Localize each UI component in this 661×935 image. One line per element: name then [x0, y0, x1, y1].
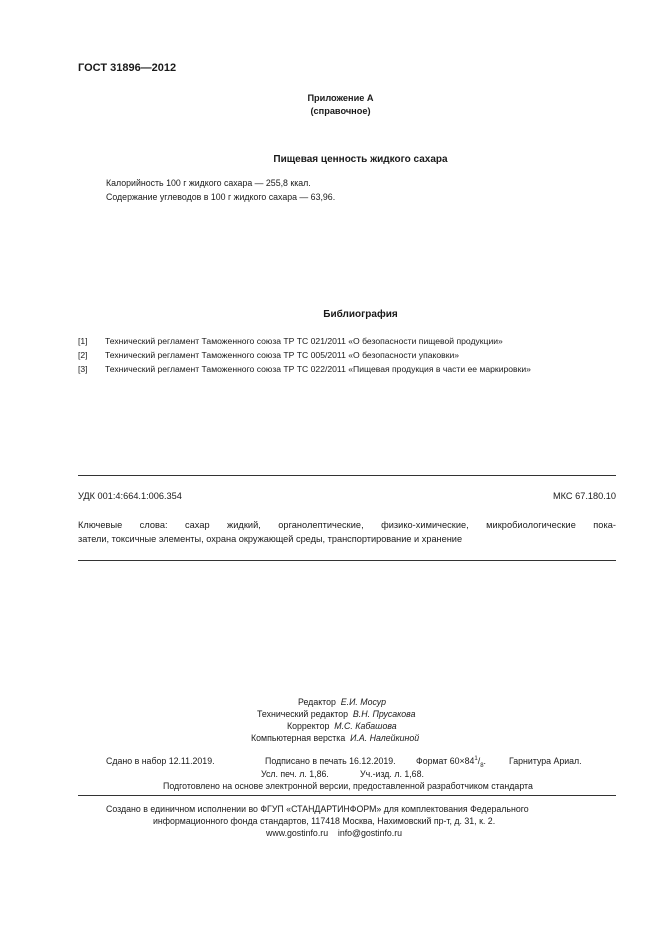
credit-layout-label: Компьютерная верстка	[251, 733, 346, 743]
credit-tech-editor-name: В.Н. Прусакова	[352, 709, 416, 719]
appendix-subtitle: (справочное)	[310, 106, 371, 116]
appendix-title: Приложение А	[307, 93, 374, 103]
keywords-line-1: Ключевые слова: сахар жидкий, органолептические, физико-химические, микробиологические пока-	[78, 520, 616, 530]
credit-tech-editor	[257, 709, 415, 719]
bibliography-item-text: Технический регламент Таможенного союза ТР ТС 005/2011 «О безопасности упаковки»	[105, 350, 460, 360]
print-format-sup: 1	[474, 756, 478, 763]
credit-editor-name: Е.И. Мосур	[340, 697, 387, 707]
nutrition-carbs: Содержание углеводов в 100 г жидкого сахара — 63,96.	[106, 192, 336, 202]
appendix-heading: Пищевая ценность жидкого сахара	[273, 154, 448, 165]
bibliography-item-num: [3]	[78, 364, 88, 374]
udc-code: УДК 001:4:664.1:006.354	[78, 491, 182, 501]
credit-editor-label: Редактор	[298, 697, 336, 707]
bibliography-item	[78, 364, 531, 374]
divider-bottom	[78, 560, 616, 561]
publisher-website[interactable]: www.gostinfo.ru	[266, 828, 329, 838]
keywords-line-2: затели, токсичные элементы, охрана окружающей среды, транспортирование и хранение	[78, 534, 463, 544]
credit-layout-name: И.А. Налейкиной	[350, 733, 420, 743]
mks-code: МКС 67.180.10	[553, 491, 616, 501]
publisher-line-1: Создано в единичном исполнении во ФГУП «СТАНДАРТИНФОРМ» для комплектования Федерального	[106, 804, 529, 814]
credit-corrector-name: М.С. Кабашова	[334, 721, 397, 731]
bibliography-item-text: Технический регламент Таможенного союза ТР ТС 021/2011 «О безопасности пищевой продукции»	[105, 336, 503, 346]
credit-layout	[251, 733, 419, 743]
print-typeset: Сдано в набор 12.11.2019.	[106, 756, 215, 766]
print-signed: Подписано в печать 16.12.2019.	[265, 756, 396, 766]
credit-corrector	[287, 721, 397, 731]
standard-id: ГОСТ 31896—2012	[78, 62, 177, 74]
bibliography-heading: Библиография	[323, 309, 398, 320]
print-typeface: Гарнитура Ариал.	[509, 756, 582, 766]
publisher-contacts	[266, 828, 402, 838]
bibliography-item	[78, 336, 503, 346]
publisher-email[interactable]: info@gostinfo.ru	[337, 828, 403, 838]
credit-editor	[298, 697, 386, 707]
print-pub-sheets: Уч.-изд. л. 1,68.	[360, 769, 424, 779]
nutrition-calories: Калорийность 100 г жидкого сахара — 255,8 ккал.	[106, 178, 311, 188]
divider-publisher	[78, 795, 616, 796]
bibliography-item-text: Технический регламент Таможенного союза ТР ТС 022/2011 «Пищевая продукция в части ее маркировки»	[105, 364, 531, 374]
bibliography-item	[78, 350, 459, 360]
print-sheets: Усл. печ. л. 1,86.	[261, 769, 329, 779]
credit-corrector-label: Корректор	[287, 721, 330, 731]
print-format: Формат $60\times 84^1/_8$.	[416, 756, 486, 769]
print-format-sub: 8	[480, 762, 484, 769]
publisher-line-2: информационного фонда стандартов, 117418 Москва, Нахимовский пр-т, д. 31, к. 2.	[153, 816, 496, 826]
bibliography-item-num: [2]	[78, 350, 88, 360]
print-prepared: Подготовлено на основе электронной версии, предоставленной разработчиком стандарта	[163, 781, 533, 791]
divider-top	[78, 475, 616, 476]
bibliography-item-num: [1]	[78, 336, 88, 346]
print-format-prefix: Формат 60×84	[416, 756, 475, 766]
credit-tech-editor-label: Технический редактор	[257, 709, 349, 719]
